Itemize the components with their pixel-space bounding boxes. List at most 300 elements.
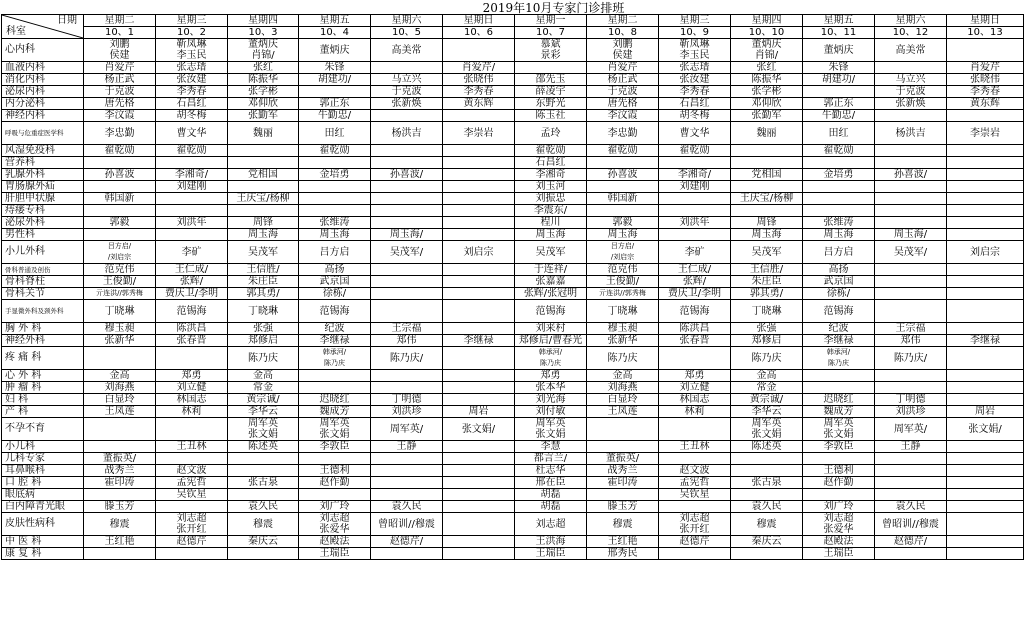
doctor-name: 邓仰欣	[751, 98, 782, 109]
doctor-name: 曾昭训//穆震	[378, 518, 435, 530]
doctor-name: 张古泉	[751, 477, 782, 488]
department-name	[2, 98, 84, 110]
doctor-name: 张新焕	[391, 98, 422, 109]
doctor-cell	[803, 418, 875, 441]
doctor-cell	[443, 323, 515, 335]
doctor-cell	[947, 217, 1024, 229]
doctor-name: 张辉/	[179, 276, 204, 287]
doctor-name: 王凤莲	[607, 406, 638, 417]
doctor-cell	[299, 145, 371, 157]
doctor-name: 董振英/	[102, 453, 137, 464]
doctor-name: 王庆宝/杨柳	[236, 193, 290, 204]
doctor-cell	[875, 453, 947, 465]
doctor-cell	[371, 193, 443, 205]
department-name-line: 营养科	[5, 156, 35, 168]
doctor-name: 吴茂军/	[389, 246, 424, 258]
doctor-name: 纪波	[828, 323, 849, 334]
doctor-cell	[156, 501, 228, 513]
doctor-cell	[803, 453, 875, 465]
doctor-cell	[299, 62, 371, 74]
doctor-name: 吴茂军	[535, 246, 566, 258]
doctor-cell	[84, 489, 156, 501]
doctor-cell	[84, 169, 156, 181]
doctor-cell	[515, 241, 587, 264]
doctor-name: 穆玉昶	[607, 323, 638, 334]
doctor-cell	[156, 548, 228, 560]
doctor-name: 赵德芹/	[893, 536, 928, 547]
doctor-name: 刘振忠	[535, 193, 566, 204]
doctor-cell	[156, 193, 228, 205]
department-name-line: 呼吸与危重症医学科	[5, 129, 64, 137]
doctor-name: 王仁成/	[174, 264, 209, 275]
doctor-name: 张爱华	[823, 524, 854, 535]
doctor-cell	[659, 241, 731, 264]
department-name-line: 胃肠腺外疝	[5, 180, 55, 192]
doctor-cell	[371, 418, 443, 441]
doctor-cell	[947, 370, 1024, 382]
doctor-cell	[875, 181, 947, 193]
date-header: 10、8	[587, 27, 659, 39]
doctor-name: 吕方启	[319, 246, 350, 258]
doctor-cell	[587, 394, 659, 406]
doctor-cell	[803, 477, 875, 489]
doctor-name: 孟玲	[540, 127, 561, 139]
doctor-name: 霍印涛	[104, 477, 135, 488]
doctor-cell	[587, 453, 659, 465]
doctor-cell	[371, 288, 443, 300]
doctor-cell	[875, 441, 947, 453]
department-name-line: 疼 痛 科	[5, 352, 42, 363]
doctor-name: 翟乾勋	[319, 145, 350, 156]
doctor-cell	[947, 157, 1024, 169]
doctor-name: 胡冬梅	[176, 110, 207, 121]
doctor-name: 高扬	[828, 264, 849, 275]
doctor-cell	[443, 477, 515, 489]
doctor-cell	[515, 418, 587, 441]
doctor-name: 张晓伟	[463, 74, 494, 85]
weekday-header: 星期六	[875, 15, 947, 27]
doctor-name: 张文娟	[248, 429, 278, 440]
doctor-name: 李敦臣	[319, 441, 350, 452]
doctor-cell	[443, 217, 515, 229]
doctor-name: 刘立健	[176, 382, 207, 393]
doctor-name: 迟晓红	[823, 394, 854, 405]
doctor-name: 周玉海	[248, 229, 278, 240]
department-name	[2, 453, 84, 465]
doctor-cell	[731, 536, 803, 548]
doctor-name: 李秀春	[463, 86, 494, 97]
doctor-name: 孙喜波	[607, 169, 638, 180]
doctor-cell	[299, 394, 371, 406]
doctor-cell	[731, 382, 803, 394]
doctor-name: 于克波	[104, 86, 135, 97]
doctor-name: 张强	[253, 323, 273, 334]
department-name	[2, 394, 84, 406]
doctor-cell	[156, 229, 228, 241]
doctor-name: 张开红	[679, 524, 710, 535]
doctor-cell	[803, 406, 875, 418]
doctor-name: 袁久民	[751, 501, 782, 512]
doctor-name: 王瑞臣	[319, 548, 350, 559]
doctor-name: 李崇岩	[463, 127, 494, 139]
doctor-name: 肖锦/	[754, 50, 779, 61]
doctor-cell	[659, 122, 731, 145]
table-row	[2, 370, 1024, 382]
doctor-name: 肖锦/	[251, 50, 275, 61]
doctor-cell	[156, 453, 228, 465]
doctor-name: 王静	[396, 441, 417, 452]
department-name	[2, 181, 84, 193]
doctor-name: 唐先格	[607, 98, 638, 109]
doctor-name: 刘光海	[535, 394, 566, 405]
doctor-cell	[299, 441, 371, 453]
table-row	[2, 489, 1024, 501]
doctor-cell	[156, 39, 228, 62]
doctor-cell	[947, 39, 1024, 62]
table-row	[2, 98, 1024, 110]
doctor-name: 刘鹏	[109, 39, 130, 50]
doctor-cell	[875, 276, 947, 288]
date-header: 10、3	[228, 27, 299, 39]
doctor-cell	[443, 288, 515, 300]
doctor-cell	[803, 276, 875, 288]
doctor-cell	[947, 110, 1024, 122]
doctor-name: 林国志	[679, 394, 710, 405]
doctor-cell	[156, 169, 228, 181]
doctor-cell	[731, 548, 803, 560]
doctor-name: 金培勇	[319, 169, 350, 180]
doctor-cell	[515, 323, 587, 335]
doctor-name: 李慧	[540, 441, 561, 452]
doctor-cell	[443, 465, 515, 477]
doctor-name: 林莉	[181, 406, 202, 417]
doctor-cell	[371, 39, 443, 62]
doctor-cell	[587, 465, 659, 477]
department-name	[2, 382, 84, 394]
doctor-cell	[371, 86, 443, 98]
doctor-cell	[587, 406, 659, 418]
table-row	[2, 465, 1024, 477]
table-row	[2, 288, 1024, 300]
doctor-cell	[228, 276, 299, 288]
doctor-name: 战秀兰	[607, 465, 638, 476]
table-row	[2, 122, 1024, 145]
doctor-name: 郑修启	[248, 335, 278, 346]
doctor-cell	[299, 288, 371, 300]
weekday-header: 星期日	[947, 15, 1024, 27]
doctor-name: 丁晓琳	[248, 305, 278, 317]
doctor-name: 吴茂军	[751, 246, 782, 258]
doctor-name: 张强	[756, 323, 777, 334]
doctor-cell	[659, 465, 731, 477]
doctor-cell	[875, 477, 947, 489]
doctor-cell	[371, 406, 443, 418]
doctor-name: 魏成芳	[823, 406, 854, 417]
doctor-cell	[228, 501, 299, 513]
doctor-name: 刘建刚	[176, 181, 207, 192]
doctor-cell	[731, 62, 803, 74]
doctor-name: 韩国新	[104, 193, 135, 204]
doctor-name: 郭其勇/	[749, 288, 784, 299]
doctor-cell	[84, 241, 156, 264]
doctor-cell	[875, 536, 947, 548]
doctor-cell	[803, 441, 875, 453]
doctor-cell	[228, 74, 299, 86]
doctor-name: 靳凤琳	[176, 39, 207, 50]
department-name-line: 神经外科	[5, 334, 45, 346]
department-name	[2, 110, 84, 122]
doctor-cell	[515, 347, 587, 370]
doctor-cell	[299, 300, 371, 323]
doctor-name: 周军英	[319, 418, 350, 429]
doctor-cell	[875, 169, 947, 181]
department-name	[2, 39, 84, 62]
department-name-line: 骨科关节	[5, 287, 45, 299]
doctor-name: 刘立健	[679, 382, 710, 393]
doctor-cell	[443, 181, 515, 193]
date-header: 10、11	[803, 27, 875, 39]
doctor-name: 秦庆云	[248, 536, 278, 547]
doctor-name: 胡建功/	[821, 74, 856, 85]
doctor-cell	[228, 264, 299, 276]
doctor-name: 张文娟	[823, 429, 854, 440]
department-name-line: 白内障青光眼	[5, 500, 65, 512]
doctor-cell	[371, 241, 443, 264]
doctor-cell	[803, 323, 875, 335]
doctor-cell	[947, 394, 1024, 406]
department-name-line: 小儿科	[5, 440, 35, 452]
doctor-cell	[947, 489, 1024, 501]
doctor-name: 张学彬	[248, 86, 278, 97]
doctor-cell	[228, 229, 299, 241]
doctor-cell	[228, 110, 299, 122]
doctor-cell	[731, 406, 803, 418]
doctor-name: 张勤军	[751, 110, 782, 121]
doctor-cell	[156, 217, 228, 229]
doctor-cell	[228, 536, 299, 548]
doctor-cell	[84, 205, 156, 217]
doctor-cell	[299, 181, 371, 193]
doctor-name: 曾昭训//穆震	[882, 518, 939, 530]
doctor-cell	[443, 501, 515, 513]
doctor-cell	[371, 323, 443, 335]
doctor-cell	[875, 217, 947, 229]
doctor-cell	[875, 406, 947, 418]
doctor-name: 石昌红	[535, 157, 566, 168]
doctor-name: 吴钦星	[679, 489, 710, 500]
doctor-cell	[515, 477, 587, 489]
doctor-name: 费庆卫/李明	[667, 288, 722, 299]
doctor-cell	[731, 501, 803, 513]
page-title: 2019年10月专家门诊排班	[84, 1, 1024, 15]
doctor-cell	[731, 169, 803, 181]
doctor-cell	[731, 347, 803, 370]
doctor-name: 陈乃庆/	[389, 352, 424, 364]
doctor-name: 金培勇	[823, 169, 854, 180]
doctor-cell	[659, 276, 731, 288]
doctor-name: 陈乃庆/	[893, 352, 928, 364]
table-row	[2, 276, 1024, 288]
doctor-cell	[228, 477, 299, 489]
doctor-name: 武京国	[319, 276, 350, 287]
doctor-cell	[228, 157, 299, 169]
doctor-name: 刘广玲	[823, 501, 854, 512]
department-name	[2, 501, 84, 513]
department-name	[2, 205, 84, 217]
doctor-cell	[587, 288, 659, 300]
doctor-cell	[731, 241, 803, 264]
doctor-cell	[84, 145, 156, 157]
date-header: 10、5	[371, 27, 443, 39]
doctor-cell	[371, 477, 443, 489]
doctor-cell	[659, 98, 731, 110]
doctor-cell	[515, 501, 587, 513]
doctor-cell	[947, 169, 1024, 181]
doctor-name: 周岩	[468, 406, 489, 417]
doctor-cell	[156, 145, 228, 157]
doctor-cell	[875, 98, 947, 110]
doctor-name: 赵殿法	[823, 536, 854, 547]
doctor-cell	[156, 241, 228, 264]
doctor-cell	[947, 536, 1024, 548]
doctor-name: 翟乾勋	[176, 145, 207, 156]
doctor-name: 战秀兰	[104, 465, 135, 476]
doctor-name: 吕方启	[823, 246, 854, 258]
doctor-name: 亓连洪//郭秀梅	[599, 289, 646, 297]
doctor-name: 滕玉芳	[104, 501, 135, 512]
doctor-name: 张维涛	[823, 217, 854, 228]
doctor-name: 郑勇	[181, 370, 202, 381]
doctor-name: 田红	[828, 127, 849, 139]
department-name-line: 胸 外 科	[5, 322, 42, 334]
doctor-cell	[515, 394, 587, 406]
doctor-cell	[803, 394, 875, 406]
department-name-line: 骨科脊柱	[5, 275, 45, 287]
doctor-cell	[371, 536, 443, 548]
doctor-name: 李继禄	[970, 335, 1001, 346]
doctor-name: 张春晋	[176, 335, 207, 346]
doctor-name: 张文娟/	[968, 423, 1002, 435]
doctor-cell	[228, 406, 299, 418]
doctor-name: 李忠勤	[607, 127, 638, 139]
doctor-cell	[659, 205, 731, 217]
doctor-cell	[587, 418, 659, 441]
doctor-name: 王俊勤/	[102, 276, 137, 287]
doctor-cell	[84, 181, 156, 193]
doctor-name: 李矿	[684, 246, 705, 258]
doctor-cell	[659, 288, 731, 300]
doctor-cell	[731, 264, 803, 276]
doctor-name: 张勤军	[248, 110, 278, 121]
doctor-cell	[299, 347, 371, 370]
doctor-cell	[84, 441, 156, 453]
doctor-name: 韩承河/	[826, 348, 851, 356]
table-row	[2, 536, 1024, 548]
date-header: 10、1	[84, 27, 156, 39]
doctor-name: 周玉海	[535, 229, 566, 240]
doctor-name: 党相国	[751, 169, 782, 180]
doctor-cell	[84, 548, 156, 560]
doctor-cell	[659, 548, 731, 560]
table-row	[2, 347, 1024, 370]
doctor-cell	[803, 39, 875, 62]
doctor-cell	[587, 181, 659, 193]
doctor-name: 林莉	[684, 406, 705, 417]
doctor-name: 吕方启/	[610, 242, 635, 250]
doctor-name: 侯建	[612, 50, 633, 61]
doctor-cell	[587, 323, 659, 335]
doctor-cell	[515, 489, 587, 501]
doctor-cell	[515, 39, 587, 62]
doctor-cell	[803, 217, 875, 229]
doctor-cell	[587, 86, 659, 98]
table-row	[2, 513, 1024, 536]
doctor-cell	[443, 441, 515, 453]
doctor-cell	[947, 300, 1024, 323]
doctor-cell	[228, 39, 299, 62]
doctor-cell	[659, 406, 731, 418]
doctor-name: 吴茂军	[248, 246, 278, 258]
department-name-line: 消化内科	[5, 73, 45, 85]
doctor-cell	[875, 62, 947, 74]
department-name	[2, 62, 84, 74]
doctor-cell	[228, 169, 299, 181]
doctor-name: 赵文波	[679, 465, 710, 476]
doctor-name: 赵作勤	[823, 477, 854, 488]
doctor-cell	[371, 122, 443, 145]
weekday-header: 星期二	[84, 15, 156, 27]
doctor-cell	[84, 300, 156, 323]
doctor-name: 郭毅	[612, 217, 633, 228]
doctor-cell	[299, 74, 371, 86]
table-row	[2, 86, 1024, 98]
doctor-cell	[228, 441, 299, 453]
table-row	[2, 323, 1024, 335]
doctor-name: 张文娟	[319, 429, 350, 440]
doctor-cell	[156, 465, 228, 477]
department-name-line: 口 腔 科	[5, 476, 42, 488]
doctor-name: 周锋	[756, 217, 777, 228]
doctor-name: 肖爱芹/	[461, 62, 496, 73]
doctor-cell	[299, 86, 371, 98]
doctor-name: 陈乃庆	[607, 352, 638, 364]
doctor-cell	[228, 288, 299, 300]
doctor-cell	[875, 205, 947, 217]
doctor-name: 张学彬	[751, 86, 782, 97]
weekday-header: 星期日	[443, 15, 515, 27]
doctor-cell	[515, 335, 587, 347]
doctor-name: 周玉海	[823, 229, 854, 240]
doctor-cell	[803, 489, 875, 501]
doctor-name: 周玉海	[607, 229, 638, 240]
doctor-cell	[299, 513, 371, 536]
doctor-name: 吴茂军/	[893, 246, 928, 258]
doctor-cell	[587, 62, 659, 74]
doctor-cell	[731, 441, 803, 453]
doctor-name: 王信胜/	[246, 264, 280, 275]
doctor-name: 郑修启/曹春光	[518, 335, 583, 346]
doctor-name: 秦庆云	[751, 536, 782, 547]
doctor-cell	[371, 394, 443, 406]
doctor-name: 高美常	[895, 44, 926, 56]
doctor-cell	[659, 477, 731, 489]
doctor-cell	[228, 98, 299, 110]
date-header: 10、10	[731, 27, 803, 39]
doctor-name: 陈乃庆	[324, 359, 345, 367]
doctor-cell	[803, 335, 875, 347]
doctor-cell	[84, 86, 156, 98]
doctor-name: 翟乾勋	[823, 145, 854, 156]
